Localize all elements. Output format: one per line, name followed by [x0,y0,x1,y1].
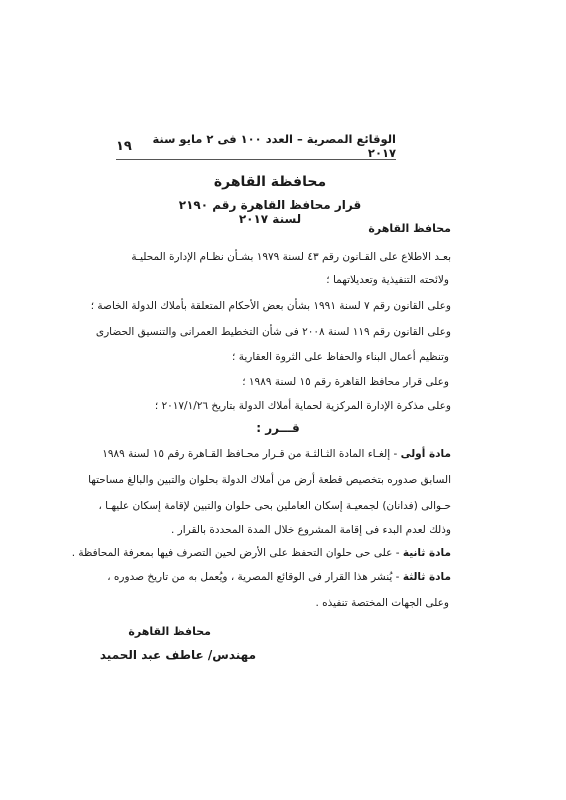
decree-subtitle: قرار محافظ القاهرة رقم ٢١٩٠ لسنة ٢٠١٧ [178,198,362,226]
article-1-line: السابق صدوره بتخصيص قطعة أرض من أملاك الدولة بحلوان والتبين والبالغ مساحتها [88,474,451,486]
issuer-label: محافظ القاهرة [368,222,451,235]
document-title: محافظة القاهرة [213,174,327,190]
article-1-line: وذلك لعدم البدء فى إقامة المشروع خلال المدة المحددة بالقرار . [170,524,451,536]
article-3-text: - يُنشر هذا القرار فى الوقائع المصرية ، ويُعمل به من تاريخ صدوره ، [107,571,403,583]
article-2-text: - على حى حلوان التحفظ على الأرض لحين التصرف فيها بمعرفة المحافظة . [71,547,403,559]
article-3 [21,570,451,584]
preamble-line: ولائحته التنفيذية وتعديلاتهما ؛ [326,274,449,286]
preamble-line: وعلى مذكرة الإدارة المركزية لحماية أملاك الدولة بتاريخ ٢٠١٧/١/٢٦ ؛ [154,400,451,412]
preamble-line: وعلى قرار محافظ القاهرة رقم ١٥ لسنة ١٩٨٩ ؛ [242,376,449,388]
article-1-lead: مادة أولى [400,448,451,460]
article-1-text: - إلغـاء المادة الثـالثـة من قـرار محـافظ القـاهرة رقم ١٥ لسنة ١٩٨٩ [102,448,401,460]
running-title: الوقائع المصرية – العدد ١٠٠ فى ٢ مايو سنة ٢٠١٧ [152,132,396,160]
preamble-line: وعلى القانون رقم ١١٩ لسنة ٢٠٠٨ فى شأن التخطيط العمرانى والتنسيق الحضارى [95,326,451,338]
signature-name: مهندس/ عاطف عبد الحميد [99,648,256,662]
page-number: ١٩ [116,138,132,154]
article-2 [21,546,451,560]
article-3-line: وعلى الجهات المختصة تنفيذه . [315,597,449,609]
article-3-lead: مادة ثالثة [402,571,451,583]
preamble-line: وعلى القانون رقم ٧ لسنة ١٩٩١ بشأن بعض الأحكام المتعلقة بأملاك الدولة الخاصة ؛ [90,300,451,312]
article-2-lead: مادة ثانية [402,547,451,559]
article-1-line: حـوالى (فدانان) لجمعيـة إسكان العاملين بحى حلوان والتبين لإقامة إسكان عليهـا ، [98,500,451,512]
signature-title: محافظ القاهرة [128,625,211,638]
article-1 [21,447,451,461]
preamble-line: بعـد الاطلاع على القـانون رقم ٤٣ لسنة ١٩٧٩ بشـأن نظـام الإدارة المحليـة [131,251,451,263]
running-header [116,133,396,160]
decree-word: قـــرر : [256,421,300,435]
preamble-line: وتنظيم أعمال البناء والحفاظ على الثروة العقارية ؛ [232,351,449,363]
